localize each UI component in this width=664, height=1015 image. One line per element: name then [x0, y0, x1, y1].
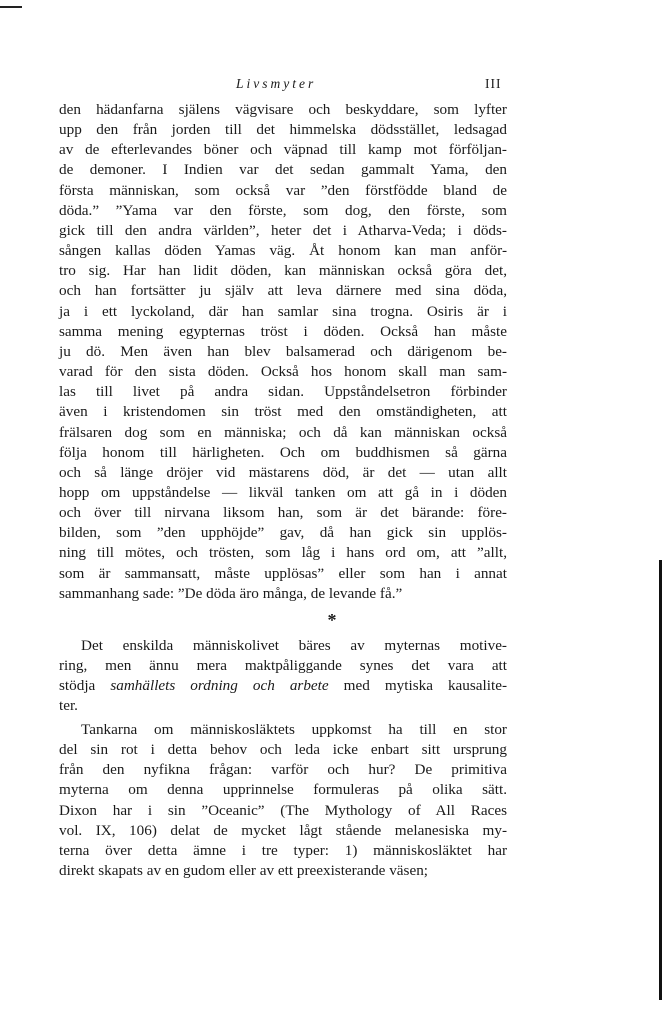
text-line: bilden, som ”den upphöjde” gav, då han gick sin upplös- — [59, 524, 507, 542]
text-line: ring, men ännu mera maktpåliggande synes det vara att — [59, 657, 507, 675]
emphasis-text: samhällets ordning och arbete — [110, 677, 329, 695]
section-separator: * — [327, 610, 337, 630]
text-line: den hädanfarna själens vägvisare och beskyddare, som lyfter — [59, 101, 507, 118]
paragraph-3 — [59, 720, 507, 881]
text-line: och han fortsätter ju själv att leva därnere med sina döda, — [59, 282, 507, 300]
text-line: myterna om denna upprinnelse formuleras på olika sätt. — [59, 781, 507, 799]
text-line: sammanhang sade: ”De döda äro många, de levande få.” — [59, 584, 403, 602]
text-line: ja i ett lyckoland, där han samlar sina trogna. Osiris är i — [59, 302, 507, 320]
text-line: och så länge dröjer vid mästarens död, är det — utan allt — [59, 463, 507, 481]
text-segment: med mytiska kausalite- — [328, 677, 508, 695]
running-title: Livsmyter — [236, 76, 317, 91]
paragraph-2 — [59, 636, 507, 717]
paragraph-1 — [59, 100, 507, 604]
page-header — [0, 76, 664, 96]
text-line: gick till den andra världen”, heter det i Atharva-Veda; i döds- — [59, 221, 507, 239]
text-line: från den nyfikna frågan: varför och hur? De primitiva — [59, 761, 507, 779]
page-number: III — [485, 76, 502, 91]
text-line: Tankarna om människosläktets uppkomst ha till en stor — [81, 721, 507, 738]
text-line: som är sammansatt, måste upplösas” eller som han i annat — [59, 564, 507, 582]
text-segment: stödja — [59, 677, 111, 695]
text-line: även i kristendomen sin tröst med den omständigheten, att — [59, 403, 507, 421]
text-line: Det enskilda människolivet bäres av myternas motive- — [81, 637, 507, 654]
text-line: och över till nirvana liksom han, som är det bärande: före- — [59, 504, 507, 522]
text-line: tro sig. Har han lidit döden, kan människan också göra det, — [59, 262, 507, 280]
text-line: frälsaren dog som en människa; och då kan människan också — [59, 423, 507, 441]
text-line: terna över detta ämne i tre typer: 1) människosläktet har — [59, 841, 507, 859]
text-line — [59, 676, 507, 696]
text-line: hopp om uppståndelse — likväl tanken om att gå in i döden — [59, 483, 507, 501]
text-line: av de efterlevandes böner och väpnad till kamp mot förföljan- — [59, 141, 507, 159]
text-line: vol. IX, 106) delat de mycket lågt stående melanesiska my- — [59, 821, 507, 839]
text-line: ju dö. Men även han blev balsamerad och därigenom be- — [59, 342, 507, 360]
text-line: del sin rot i detta behov och leda icke enbart sitt ursprung — [59, 741, 507, 759]
text-line: Dixon har i sin ”Oceanic” (The Mythology of All Races — [59, 801, 507, 819]
text-line: första människan, som också var ”den förstfödde bland de — [59, 181, 507, 199]
text-line: ning till mötes, och trösten, som låg i hans ord om, att ”allt, — [59, 544, 507, 562]
text-line: upp den från jorden till det himmelska dödsstället, ledsagad — [59, 121, 507, 139]
text-line: följa honom till härligheten. Och om buddhismen så gärna — [59, 443, 507, 461]
text-line: de demoner. I Indien var det sedan gammalt Yama, den — [59, 161, 507, 179]
page-edge-mark — [0, 6, 22, 8]
text-line: döda.” ”Yama var den förste, som dog, den förste, som — [59, 201, 507, 219]
text-line: samma mening egypternas tröst i döden. Också han måste — [59, 322, 507, 340]
text-line: direkt skapats av en gudom eller av ett preexisterande väsen; — [59, 862, 429, 880]
text-line: varad för den sista döden. Också hos honom skall man sam- — [59, 363, 507, 381]
text-line: sången kallas döden Yamas väg. Åt honom kan man anför- — [59, 242, 507, 260]
text-line: las till livet på andra sidan. Uppståndelsetron förbinder — [59, 383, 507, 401]
text-line: ter. — [59, 697, 78, 715]
